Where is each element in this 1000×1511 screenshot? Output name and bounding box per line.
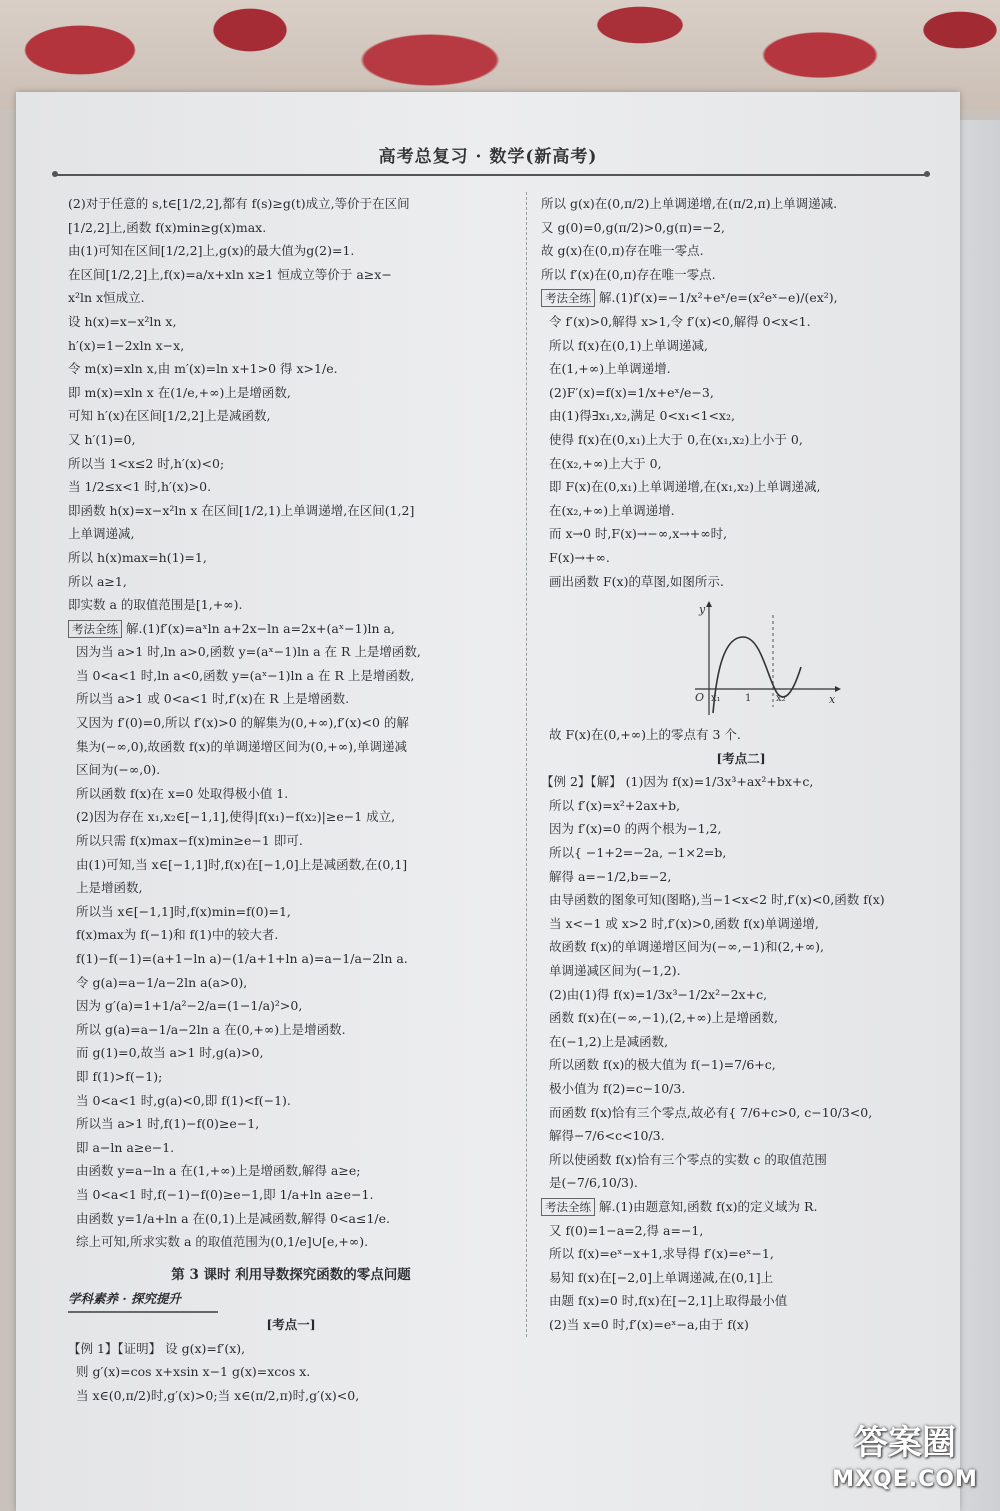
text-line: 解得−7/6<c<10/3.	[549, 1128, 665, 1144]
text-line: 集为(−∞,0),故函数 f(x)的单调递增区间为(0,+∞),单调递减	[76, 738, 407, 754]
text-line: 即 a−ln a≥e−1.	[76, 1139, 175, 1155]
text-line: 即函数 h(x)=x−x²ln x 在区间[1/2,1)上单调递增,在区间(1,2]	[68, 502, 415, 518]
left-column	[68, 192, 514, 1407]
tick-x1-label: x₁	[711, 693, 721, 705]
text-line: 当 0<a<1 时,g(a)<0,即 f(1)<f(−1).	[76, 1092, 291, 1108]
text-line: 又 g(0)=0,g(π/2)>0,g(π)=−2,	[541, 219, 725, 235]
text-line: 设 h(x)=x−x²ln x,	[68, 313, 177, 329]
text-line: 区间为(−∞,0).	[76, 762, 161, 778]
text-line: 由导函数的图象可知(图略),当−1<x<2 时,f′(x)<0,函数 f(x)	[549, 892, 885, 908]
text-line: [1/2,2]上,函数 f(x)min≥g(x)max.	[68, 219, 267, 235]
kaofa-tag: 考法全练	[541, 289, 595, 307]
text-line: 故 F(x)在(0,+∞)上的零点有 3 个.	[549, 727, 741, 743]
x-axis-arrow	[835, 686, 841, 692]
text-line: (2)因为存在 x₁,x₂∈[−1,1],使得|f(x₁)−f(x₂)|≥e−1 成立,	[76, 809, 396, 825]
kaofa-tag: 考法全练	[541, 1198, 595, 1216]
text-line: 所以 f(x)=eˣ−x+1,求导得 f′(x)=eˣ−1,	[549, 1246, 774, 1262]
text-line: 【例 2】【解】 (1)因为 f(x)=1/3x³+ax²+bx+c,	[541, 774, 814, 790]
text-line-content: 解.(1)由题意知,函数 f(x)的定义域为 R.	[599, 1198, 818, 1214]
text-line: 在(x₂,+∞)上单调递增.	[549, 502, 675, 518]
page-header-title: 高考总复习 · 数学(新高考)	[378, 147, 598, 167]
text-line: 单调递减区间为(−1,2).	[549, 963, 681, 979]
text-line: 使得 f(x)在(0,x₁)上大于 0,在(x₁,x₂)上小于 0,	[549, 431, 803, 447]
text-line: 所以函数 f(x)在 x=0 处取得极小值 1.	[76, 785, 289, 801]
text-line: (2)F′(x)=f(x)=1/x+eˣ/e−3,	[549, 384, 714, 400]
text-line: 由函数 y=1/a+ln a 在(0,1)上是减函数,解得 0<a≤1/e.	[76, 1210, 391, 1226]
text-line: 由函数 y=a−ln a 在(1,+∞)上是增函数,解得 a≥e;	[76, 1163, 361, 1179]
header-rule	[56, 174, 926, 176]
text-line: 而函数 f(x)恰有三个零点,故必有{ 7/6+c>0, c−10/3<0,	[549, 1104, 873, 1120]
text-line: 所以当 a>1 或 0<a<1 时,f′(x)在 R 上是增函数.	[76, 691, 350, 707]
kaodian-one-heading: [考点一]	[266, 1316, 316, 1332]
text-line: 即 f(1)>f(−1);	[76, 1068, 163, 1084]
text-line: 当 0<a<1 时,ln a<0,函数 y=(aˣ−1)ln a 在 R 上是增函数,	[76, 667, 415, 683]
text-line: 所以只需 f(x)max−f(x)min≥e−1 即可.	[76, 833, 303, 849]
text-line	[68, 617, 514, 641]
book-page	[16, 92, 960, 1511]
text-line: (2)对于任意的 s,t∈[1/2,2],都有 f(s)≥g(t)成立,等价于在区间	[68, 196, 410, 211]
text-line: f(x)max为 f(−1)和 f(1)中的较大者.	[76, 927, 279, 943]
text-line: 所以当 1<x≤2 时,h′(x)<0;	[68, 455, 225, 471]
text-line: 所以当 x∈[−1,1]时,f(x)min=f(0)=1,	[76, 903, 291, 919]
text-line: 由(1)可知在区间[1/2,2]上,g(x)的最大值为g(2)=1.	[68, 243, 355, 259]
text-line: 由(1)可知,当 x∈[−1,1]时,f(x)在[−1,0]上是减函数,在(0,1]	[76, 856, 408, 872]
text-line: F(x)→+∞.	[549, 549, 610, 565]
text-line-content: 解.(1)f′(x)=aˣln a+2x−ln a=2x+(aˣ−1)ln a,	[126, 620, 395, 636]
text-line: 所以{ −1+2=−2a, −1×2=b,	[549, 845, 727, 861]
text-line: 易知 f(x)在[−2,0]上单调递减,在(0,1]上	[549, 1269, 774, 1285]
text-line: 又因为 f′(0)=0,所以 f′(x)>0 的解集为(0,+∞),f′(x)<0 的解	[76, 715, 409, 731]
text-line: 在(−1,2)上是减函数,	[549, 1033, 669, 1049]
site-watermark	[820, 1420, 990, 1505]
text-line: 所以 g(a)=a−1/a−2ln a 在(0,+∞)上是增函数.	[76, 1021, 346, 1037]
text-line: 又 f(0)=1−a=2,得 a=−1,	[549, 1222, 704, 1238]
watermark-logo-text: 答案圈	[854, 1423, 956, 1463]
text-line: 又 h′(1)=0,	[68, 431, 136, 447]
text-line: 因为当 a>1 时,ln a>0,函数 y=(aˣ−1)ln a 在 R 上是增函数,	[76, 644, 421, 660]
function-sketch-graph	[681, 597, 841, 717]
text-line: 当 x<−1 或 x>2 时,f′(x)>0,函数 f(x)单调递增,	[549, 915, 819, 931]
text-line-content: 解.(1)f′(x)=−1/x²+eˣ/e=(x²eˣ−e)/(ex²),	[599, 290, 838, 306]
function-curve	[713, 637, 801, 713]
text-line: 由题 f(x)=0 时,f(x)在[−2,1]上取得最小值	[549, 1293, 788, 1309]
text-line: 可知 h′(x)在区间[1/2,2]上是减函数,	[68, 408, 271, 424]
next-page-edge	[956, 120, 1000, 1511]
text-line: 在(1,+∞)上单调递增.	[549, 361, 671, 377]
section-subhead: 学科素养 · 探究提升	[68, 1287, 218, 1313]
text-line: 所以使函数 f(x)恰有三个零点的实数 c 的取值范围	[549, 1151, 827, 1167]
text-line: 而 x→0 时,F(x)→−∞,x→+∞时,	[549, 526, 728, 542]
text-line: 而 g(1)=0,故当 a>1 时,g(a)>0,	[76, 1045, 264, 1061]
text-line: 画出函数 F(x)的草图,如图所示.	[549, 573, 724, 589]
watermark-url: MXQE.COM	[832, 1467, 978, 1492]
text-line: 令 f′(x)>0,解得 x>1,令 f′(x)<0,解得 0<x<1.	[549, 313, 811, 329]
text-line: 所以 f(x)在(0,1)上单调递减,	[549, 337, 709, 353]
text-line: 由(1)得∃x₁,x₂,满足 0<x₁<1<x₂,	[549, 408, 735, 424]
kaodian-two-heading: [考点二]	[716, 750, 766, 766]
text-line: 即 F(x)在(0,x₁)上单调递增,在(x₁,x₂)上单调递减,	[549, 479, 821, 495]
text-line: 所以当 a>1 时,f(1)−f(0)≥e−1,	[76, 1116, 260, 1132]
text-line: 极小值为 f(2)=c−10/3.	[549, 1081, 686, 1096]
text-line: (2)由(1)得 f(x)=1/3x³−1/2x²−2x+c,	[549, 986, 768, 1002]
kaofa-tag: 考法全练	[68, 620, 122, 638]
text-line: x²ln x恒成立.	[68, 290, 145, 306]
text-line: 令 m(x)=xln x,由 m′(x)=ln x+1>0 得 x>1/e.	[68, 361, 338, 377]
lesson-title: 第 3 课时 利用导数探究函数的零点问题	[171, 1266, 411, 1283]
text-line: 是(−7/6,10/3).	[549, 1175, 638, 1191]
tick-one-label: 1	[745, 693, 752, 705]
text-line: 因为 f′(x)=0 的两个根为−1,2,	[549, 821, 722, 837]
text-line: 即实数 a 的取值范围是[1,+∞).	[68, 597, 243, 613]
text-line: h′(x)=1−2xln x−x,	[68, 337, 185, 353]
text-line: 故 g(x)在(0,π)存在唯一零点.	[541, 243, 704, 259]
text-line: 【例 1】【证明】 设 g(x)=f′(x),	[68, 1340, 246, 1356]
text-line	[541, 1195, 941, 1219]
text-line: 所以 g(x)在(0,π/2)上单调递增,在(π/2,π)上单调递减.	[541, 196, 838, 211]
text-line: 所以 h(x)max=h(1)=1,	[68, 549, 207, 565]
text-line: 故函数 f(x)的单调递增区间为(−∞,−1)和(2,+∞),	[549, 939, 824, 955]
text-line: 则 g′(x)=cos x+xsin x−1 g(x)=xcos x.	[76, 1364, 311, 1380]
text-line: 解得 a=−1/2,b=−2,	[549, 868, 672, 884]
text-line: 令 g(a)=a−1/a−2ln a(a>0),	[76, 974, 248, 990]
text-line: 当 0<a<1 时,f(−1)−f(0)≥e−1,即 1/a+ln a≥e−1.	[76, 1186, 374, 1202]
text-line: 所以 a≥1,	[68, 573, 127, 589]
text-line: 所以 f′(x)在(0,π)存在唯一零点.	[541, 266, 716, 282]
text-line: (2)当 x=0 时,f′(x)=eˣ−a,由于 f(x)	[549, 1316, 749, 1332]
right-column	[526, 192, 941, 1337]
text-line: 所以函数 f(x)的极大值为 f(−1)=7/6+c,	[549, 1057, 776, 1073]
text-line: 在区间[1/2,2]上,f(x)=a/x+xln x≥1 恒成立等价于 a≥x−	[68, 266, 392, 282]
text-line: 当 1/2≤x<1 时,h′(x)>0.	[68, 479, 212, 495]
text-line	[541, 286, 941, 310]
origin-label: O	[695, 691, 705, 705]
text-line: 函数 f(x)在(−∞,−1),(2,+∞)上是增函数,	[549, 1010, 778, 1026]
text-line: 即 m(x)=xln x 在(1/e,+∞)上是增函数,	[68, 384, 291, 400]
text-line: 所以 f′(x)=x²+2ax+b,	[549, 797, 681, 813]
y-axis-label: y	[699, 603, 706, 617]
text-line: 在(x₂,+∞)上大于 0,	[549, 455, 662, 471]
x-axis-label: x	[829, 693, 836, 707]
text-line: f(1)−f(−1)=(a+1−ln a)−(1/a+1+ln a)=a−1/a−2ln a.	[76, 951, 408, 966]
text-line: 综上可知,所求实数 a 的取值范围为(0,1/e]∪[e,+∞).	[76, 1234, 369, 1250]
text-line: 当 x∈(0,π/2)时,g′(x)>0;当 x∈(π/2,π)时,g′(x)<0,	[76, 1387, 360, 1403]
text-line: 上是增函数,	[76, 880, 143, 896]
text-line: 上单调递减,	[68, 526, 135, 542]
text-line: 因为 g′(a)=1+1/a²−2/a=(1−1/a)²>0,	[76, 998, 303, 1014]
tick-x2-label: x₂	[776, 693, 786, 705]
y-axis-arrow	[706, 601, 712, 607]
